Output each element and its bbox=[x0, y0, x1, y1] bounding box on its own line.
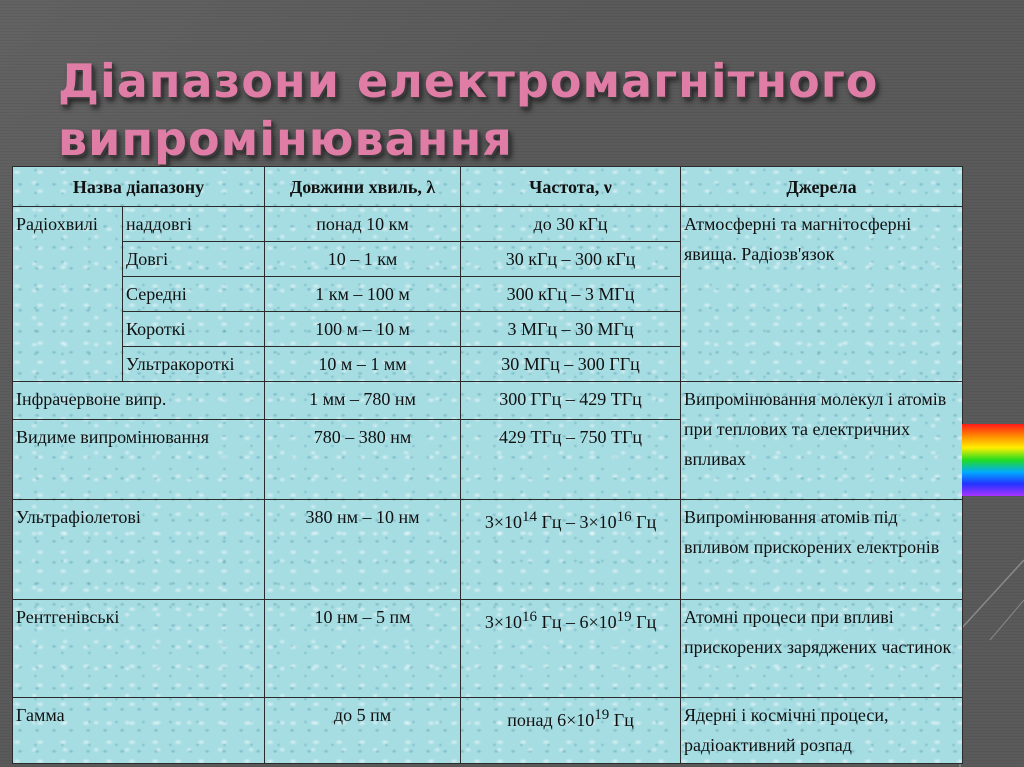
range-frequency: понад $6\times 10^{19}$ Гц bbox=[461, 698, 681, 764]
range-sources: Атмосферні та магнітосферні явища. Радіозв'язок bbox=[681, 207, 963, 382]
range-name: Середні bbox=[123, 277, 265, 312]
range-wavelength: 100 м – 10 м bbox=[265, 312, 461, 347]
range-frequency: до 30 кГц bbox=[461, 207, 681, 242]
range-wavelength: 10 нм – 5 пм bbox=[265, 600, 461, 698]
range-sources: Випромінювання атомів під впливом прискорених електронів bbox=[681, 500, 963, 600]
em-ranges-table bbox=[12, 166, 963, 764]
range-name: Видиме випромінювання bbox=[13, 420, 265, 500]
range-name: Ультрафіолетові bbox=[13, 500, 265, 600]
header-sources: Джерела bbox=[681, 167, 963, 207]
header-wavelength: Довжини хвиль, λ bbox=[265, 167, 461, 207]
table-row bbox=[13, 600, 963, 698]
range-sources: Атомні процеси при впливі прискорених заряджених частинок bbox=[681, 600, 963, 698]
range-frequency: 3 МГц – 30 МГц bbox=[461, 312, 681, 347]
table-row bbox=[13, 207, 963, 242]
range-wavelength: до 5 пм bbox=[265, 698, 461, 764]
header-range-name: Назва діапазону bbox=[13, 167, 265, 207]
table-header-row bbox=[13, 167, 963, 207]
header-frequency: Частота, ν bbox=[461, 167, 681, 207]
table-row bbox=[13, 698, 963, 764]
range-name: Гамма bbox=[13, 698, 265, 764]
range-wavelength: 780 – 380 нм bbox=[265, 420, 461, 500]
range-frequency: 300 ГГц – 429 ТГц bbox=[461, 382, 681, 420]
range-name: Рентгенівські bbox=[13, 600, 265, 698]
range-frequency: 300 кГц – 3 МГц bbox=[461, 277, 681, 312]
range-name: Довгі bbox=[123, 242, 265, 277]
range-frequency: 429 ТГц – 750 ТГц bbox=[461, 420, 681, 500]
slide-title-line-1: Діапазони електромагнітного bbox=[58, 54, 879, 108]
radio-group-label: Радіохвилі bbox=[13, 207, 123, 382]
range-wavelength: 380 нм – 10 нм bbox=[265, 500, 461, 600]
slide-title bbox=[58, 52, 878, 168]
range-wavelength: 1 км – 100 м bbox=[265, 277, 461, 312]
table-row bbox=[13, 500, 963, 600]
range-name: Короткі bbox=[123, 312, 265, 347]
range-sources: Ядерні і космічні процеси, радіоактивний розпад bbox=[681, 698, 963, 764]
table-row bbox=[13, 382, 963, 420]
range-frequency: $3\times 10^{16}$ Гц – $6\times 10^{19}$ Гц bbox=[461, 600, 681, 698]
range-wavelength: 10 м – 1 мм bbox=[265, 347, 461, 382]
range-wavelength: 1 мм – 780 нм bbox=[265, 382, 461, 420]
range-name: Ультракороткі bbox=[123, 347, 265, 382]
range-frequency: 30 кГц – 300 кГц bbox=[461, 242, 681, 277]
range-frequency: 30 МГц – 300 ГГц bbox=[461, 347, 681, 382]
range-name: Інфрачервоне випр. bbox=[13, 382, 265, 420]
range-sources: Випромінювання молекул і атомів при теплових та електричних впливах bbox=[681, 382, 963, 500]
range-wavelength: понад 10 км bbox=[265, 207, 461, 242]
range-frequency: $3\times 10^{14}$ Гц – $3\times 10^{16}$ Гц bbox=[461, 500, 681, 600]
slide-title-line-2: випромінювання bbox=[58, 112, 513, 166]
visible-spectrum-band bbox=[962, 424, 1024, 496]
range-wavelength: 10 – 1 км bbox=[265, 242, 461, 277]
range-name: наддовгі bbox=[123, 207, 265, 242]
